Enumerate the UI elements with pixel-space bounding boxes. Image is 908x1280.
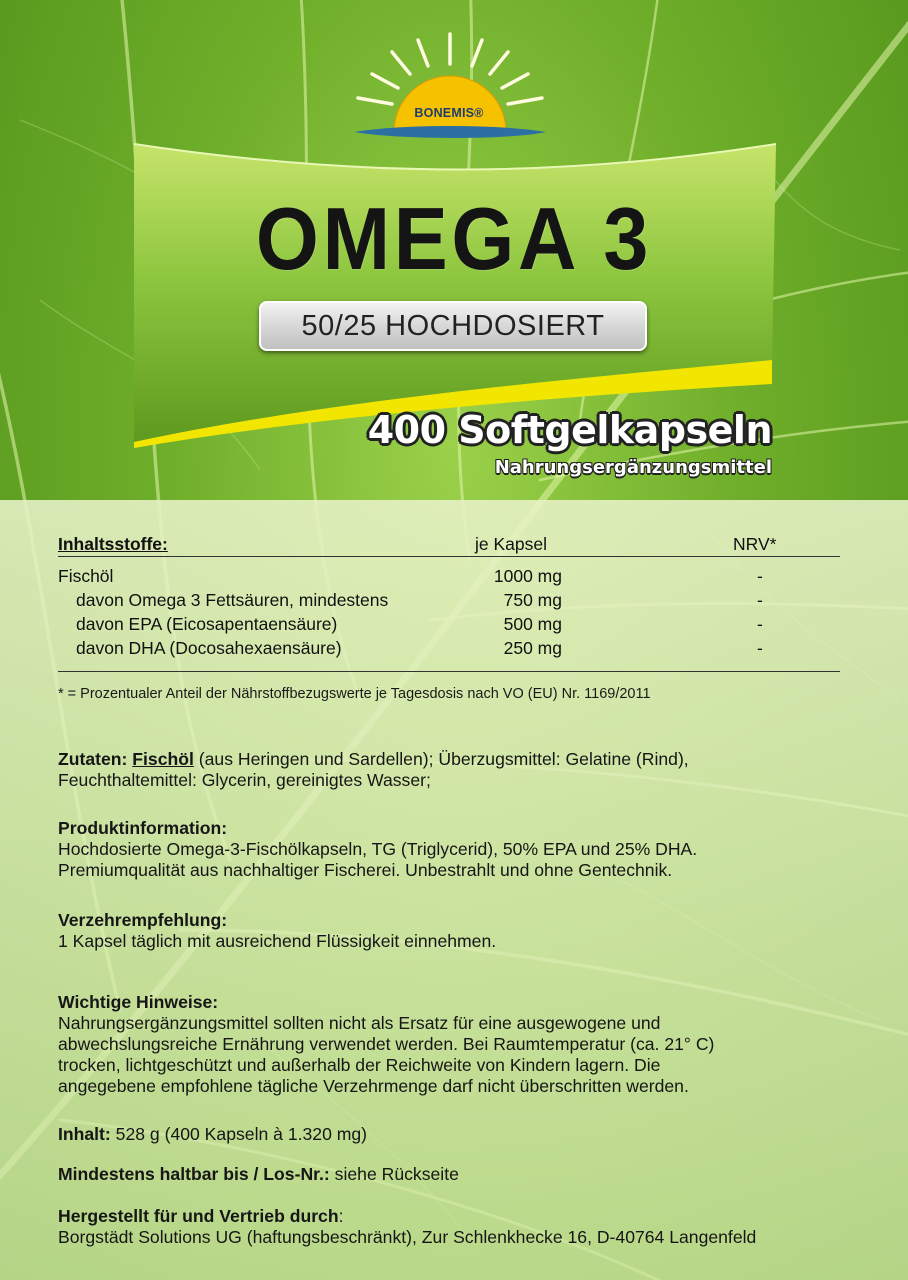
- row-nrv: -: [757, 614, 763, 634]
- manufacturer-label: Hergestellt für und Vertrieb durch: [58, 1206, 339, 1226]
- ingredients-highlight: Fischöl: [132, 749, 194, 769]
- notes-line: Nahrungsergänzungsmittel sollten nicht als Ersatz für eine ausgewogene und: [58, 1013, 661, 1033]
- product-category: Nahrungsergänzungsmittel: [494, 457, 772, 478]
- product-title: OMEGA 3: [255, 189, 653, 288]
- content-label: Inhalt:: [58, 1124, 111, 1144]
- best-before-label: Mindestens haltbar bis / Los-Nr.:: [58, 1164, 330, 1184]
- best-before-value: siehe Rückseite: [329, 1164, 459, 1184]
- table-bottom-rule: [58, 671, 840, 672]
- table-row: [0, 566, 908, 590]
- subtitle-badge: [259, 301, 647, 351]
- notes-label: Wichtige Hinweise:: [58, 992, 219, 1012]
- ingredients-section: [58, 749, 858, 791]
- manufacturer-address: Borgstädt Solutions UG (haftungsbeschränkt), Zur Schlenkhecke 16, D-40764 Langenfeld: [58, 1227, 757, 1247]
- notes-line: abwechslungsreiche Ernährung verwendet werden. Bei Raumtemperatur (ca. 21° C): [58, 1034, 715, 1054]
- content-value: 528 g (400 Kapseln à 1.320 mg): [110, 1124, 368, 1144]
- row-name: davon DHA (Docosahexaensäure): [76, 638, 342, 658]
- row-nrv: -: [757, 590, 763, 610]
- header-per-capsule: je Kapsel: [475, 534, 547, 554]
- brand-name: BONEMIS®: [414, 106, 484, 120]
- capsule-count: 400 Softgelkapseln: [367, 408, 772, 452]
- row-amount: 500 mg: [503, 614, 562, 634]
- header-substances: Inhaltsstoffe:: [58, 534, 168, 554]
- product-info-label: Produktinformation:: [58, 818, 228, 838]
- notes-section: [58, 992, 858, 1097]
- ingredients-text-2: Feuchthaltemittel: Glycerin, gereinigtes Wasser;: [58, 770, 431, 790]
- ingredients-label: Zutaten:: [58, 749, 128, 769]
- table-row: [0, 638, 908, 662]
- ingredients-text-1: (aus Heringen und Sardellen); Überzugsmittel: Gelatine (Rind),: [193, 749, 689, 769]
- row-nrv: -: [757, 566, 763, 586]
- product-subtitle: 50/25 HOCHDOSIERT: [301, 310, 605, 342]
- table-row: [0, 614, 908, 638]
- table-row: [0, 590, 908, 614]
- row-name: davon Omega 3 Fettsäuren, mindestens: [76, 590, 389, 610]
- notes-line: angegebene empfohlene tägliche Verzehrmenge darf nicht überschritten werden.: [58, 1076, 689, 1096]
- manufacturer-colon: :: [338, 1206, 344, 1226]
- best-before-section: [58, 1164, 858, 1185]
- table-top-rule: [58, 556, 840, 557]
- row-name: davon EPA (Eicosapentaensäure): [76, 614, 338, 634]
- row-amount: 1000 mg: [493, 566, 562, 586]
- row-amount: 750 mg: [503, 590, 562, 610]
- recommendation-line: 1 Kapsel täglich mit ausreichend Flüssigkeit einnehmen.: [58, 931, 497, 951]
- notes-line: trocken, lichtgeschützt und außerhalb der Reichweite von Kindern lagern. Die: [58, 1055, 661, 1075]
- nrv-footnote: * = Prozentualer Anteil der Nährstoffbezugswerte je Tagesdosis nach VO (EU) Nr. 1169/2011: [58, 686, 651, 702]
- manufacturer-section: [58, 1206, 858, 1248]
- row-amount: 250 mg: [503, 638, 562, 658]
- product-info-line: Premiumqualität aus nachhaltiger Fischerei. Unbestrahlt und ohne Gentechnik.: [58, 860, 673, 880]
- header-nrv: NRV*: [733, 534, 777, 554]
- row-name: Fischöl: [58, 566, 114, 586]
- recommendation-label: Verzehrempfehlung:: [58, 910, 228, 930]
- recommendation-section: [58, 910, 858, 952]
- product-info-section: [58, 818, 858, 881]
- product-info-line: Hochdosierte Omega-3-Fischölkapseln, TG (Triglycerid), 50% EPA und 25% DHA.: [58, 839, 698, 859]
- row-nrv: -: [757, 638, 763, 658]
- content-section: [58, 1124, 858, 1145]
